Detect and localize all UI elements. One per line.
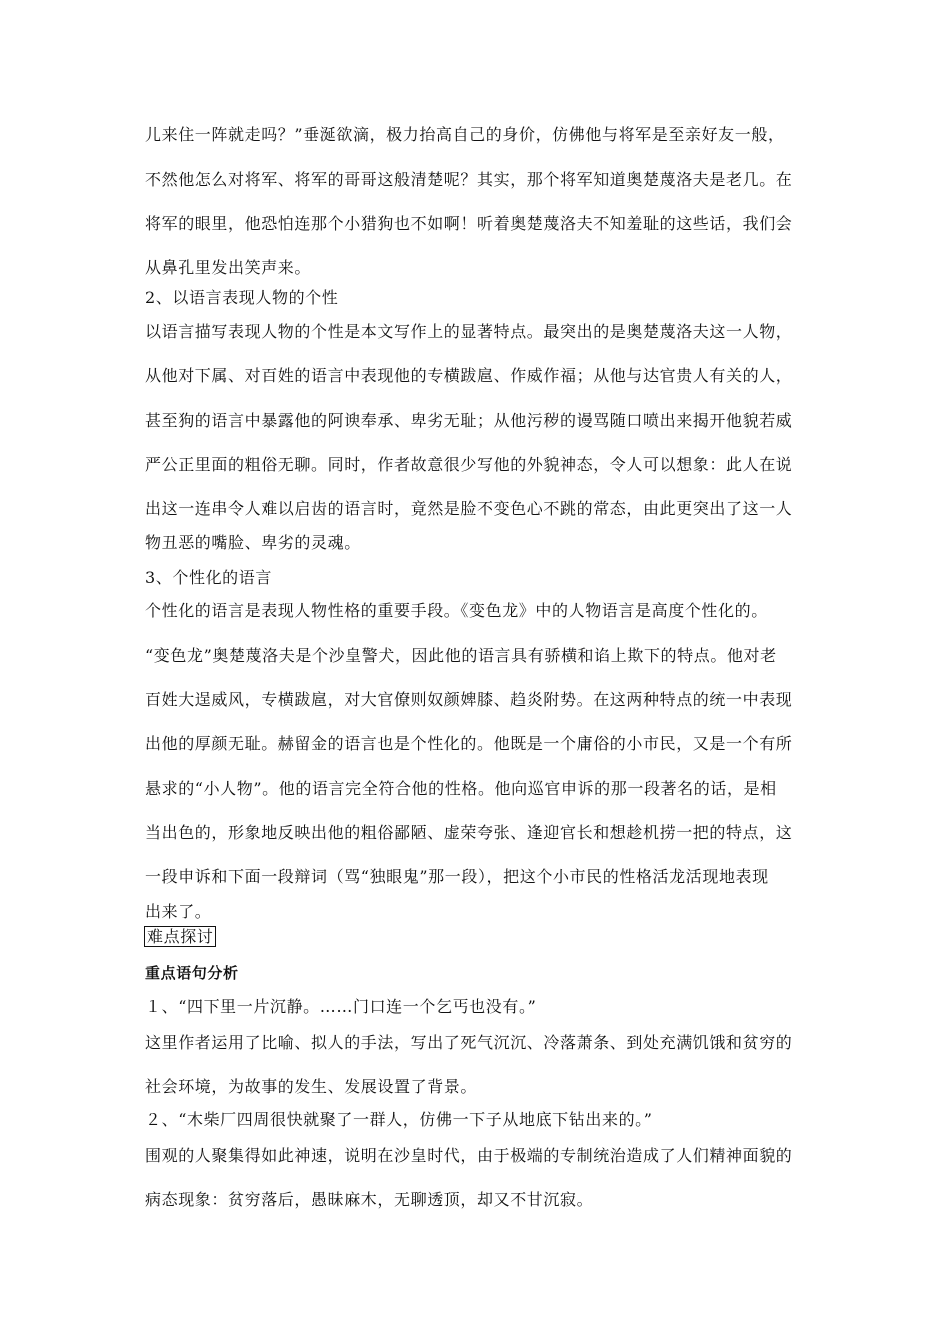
boxed-heading-wrap — [144, 927, 216, 947]
paragraph-line: “变色龙”奥楚蔑洛夫是个沙皇警犬，因此他的语言具有骄横和谄上欺下的特点。他对老 — [145, 646, 777, 665]
paragraph-line: 从鼻孔里发出笑声来。 — [145, 258, 312, 277]
paragraph-line: 当出色的，形象地反映出他的粗俗鄙陋、虚荣夸张、逢迎官长和想趁机捞一把的特点，这 — [145, 823, 793, 842]
paragraph-line: 甚至狗的语言中暴露他的阿谀奉承、卑劣无耻；从他污秽的谩骂随口喷出来揭开他貌若威 — [145, 411, 793, 430]
paragraph-line: 悬求的“小人物”。他的语言完全符合他的性格。他向巡官申诉的那一段著名的话，是相 — [145, 779, 777, 798]
paragraph-line: 社会环境，为故事的发生、发展设置了背景。 — [145, 1077, 478, 1096]
paragraph-line: 物丑恶的嘴脸、卑劣的灵魂。 — [145, 533, 361, 552]
paragraph-line: 不然他怎么对将军、将军的哥哥这般清楚呢？其实，那个将军知道奥楚蔑洛夫是老几。在 — [145, 170, 793, 189]
quote-line: １、“四下里一片沉静。……门口连一个乞丐也没有。” — [145, 997, 537, 1016]
paragraph-line: 病态现象：贫穷落后，愚昧麻木，无聊透顶，却又不甘沉寂。 — [145, 1190, 594, 1209]
paragraph-line: 出这一连串令人难以启齿的语言时，竟然是脸不变色心不跳的常态，由此更突出了这一人 — [145, 499, 793, 518]
paragraph-line: 以语言描写表现人物的个性是本文写作上的显著特点。最突出的是奥楚蔑洛夫这一人物， — [145, 322, 793, 341]
paragraph-line: 围观的人聚集得如此神速，说明在沙皇时代，由于极端的专制统治造成了人们精神面貌的 — [145, 1146, 793, 1165]
paragraph-line: 严公正里面的粗俗无聊。同时，作者故意很少写他的外貌神态，令人可以想象：此人在说 — [145, 455, 793, 474]
paragraph-line: 儿来住一阵就走吗？”垂涎欲滴，极力抬高自己的身价，仿佛他与将军是至亲好友一般， — [145, 125, 785, 144]
key-sentence-heading: 重点语句分析 — [145, 964, 239, 982]
quote-line: ２、“木柴厂四周很快就聚了一群人，仿佛一下子从地底下钻出来的。” — [145, 1110, 653, 1129]
paragraph-line: 百姓大逞威风，专横跋扈，对大官僚则奴颜婢膝、趋炎附势。在这两种特点的统一中表现 — [145, 690, 793, 709]
paragraph-line: 将军的眼里，他恐怕连那个小猎狗也不如啊！听着奥楚蔑洛夫不知羞耻的这些话，我们会 — [145, 214, 793, 233]
paragraph-line: 出来了。 — [145, 902, 212, 921]
paragraph-line: 从他对下属、对百姓的语言中表现他的专横跋扈、作威作福；从他与达官贵人有关的人， — [145, 366, 793, 385]
section-heading: 3、个性化的语言 — [145, 568, 272, 587]
paragraph-line: 这里作者运用了比喻、拟人的手法，写出了死气沉沉、冷落萧条、到处充满饥饿和贫穷的 — [145, 1033, 793, 1052]
difficulty-discussion-heading: 难点探讨 — [144, 926, 216, 947]
paragraph-line: 一段申诉和下面一段辩词（骂“独眼鬼”那一段），把这个小市民的性格活龙活现地表现 — [145, 867, 769, 886]
paragraph-line: 个性化的语言是表现人物性格的重要手段。《变色龙》中的人物语言是高度个性化的。 — [145, 601, 768, 620]
section-heading: 2、以语言表现人物的个性 — [145, 288, 339, 307]
paragraph-line: 出他的厚颜无耻。赫留金的语言也是个性化的。他既是一个庸俗的小市民，又是一个有所 — [145, 734, 793, 753]
